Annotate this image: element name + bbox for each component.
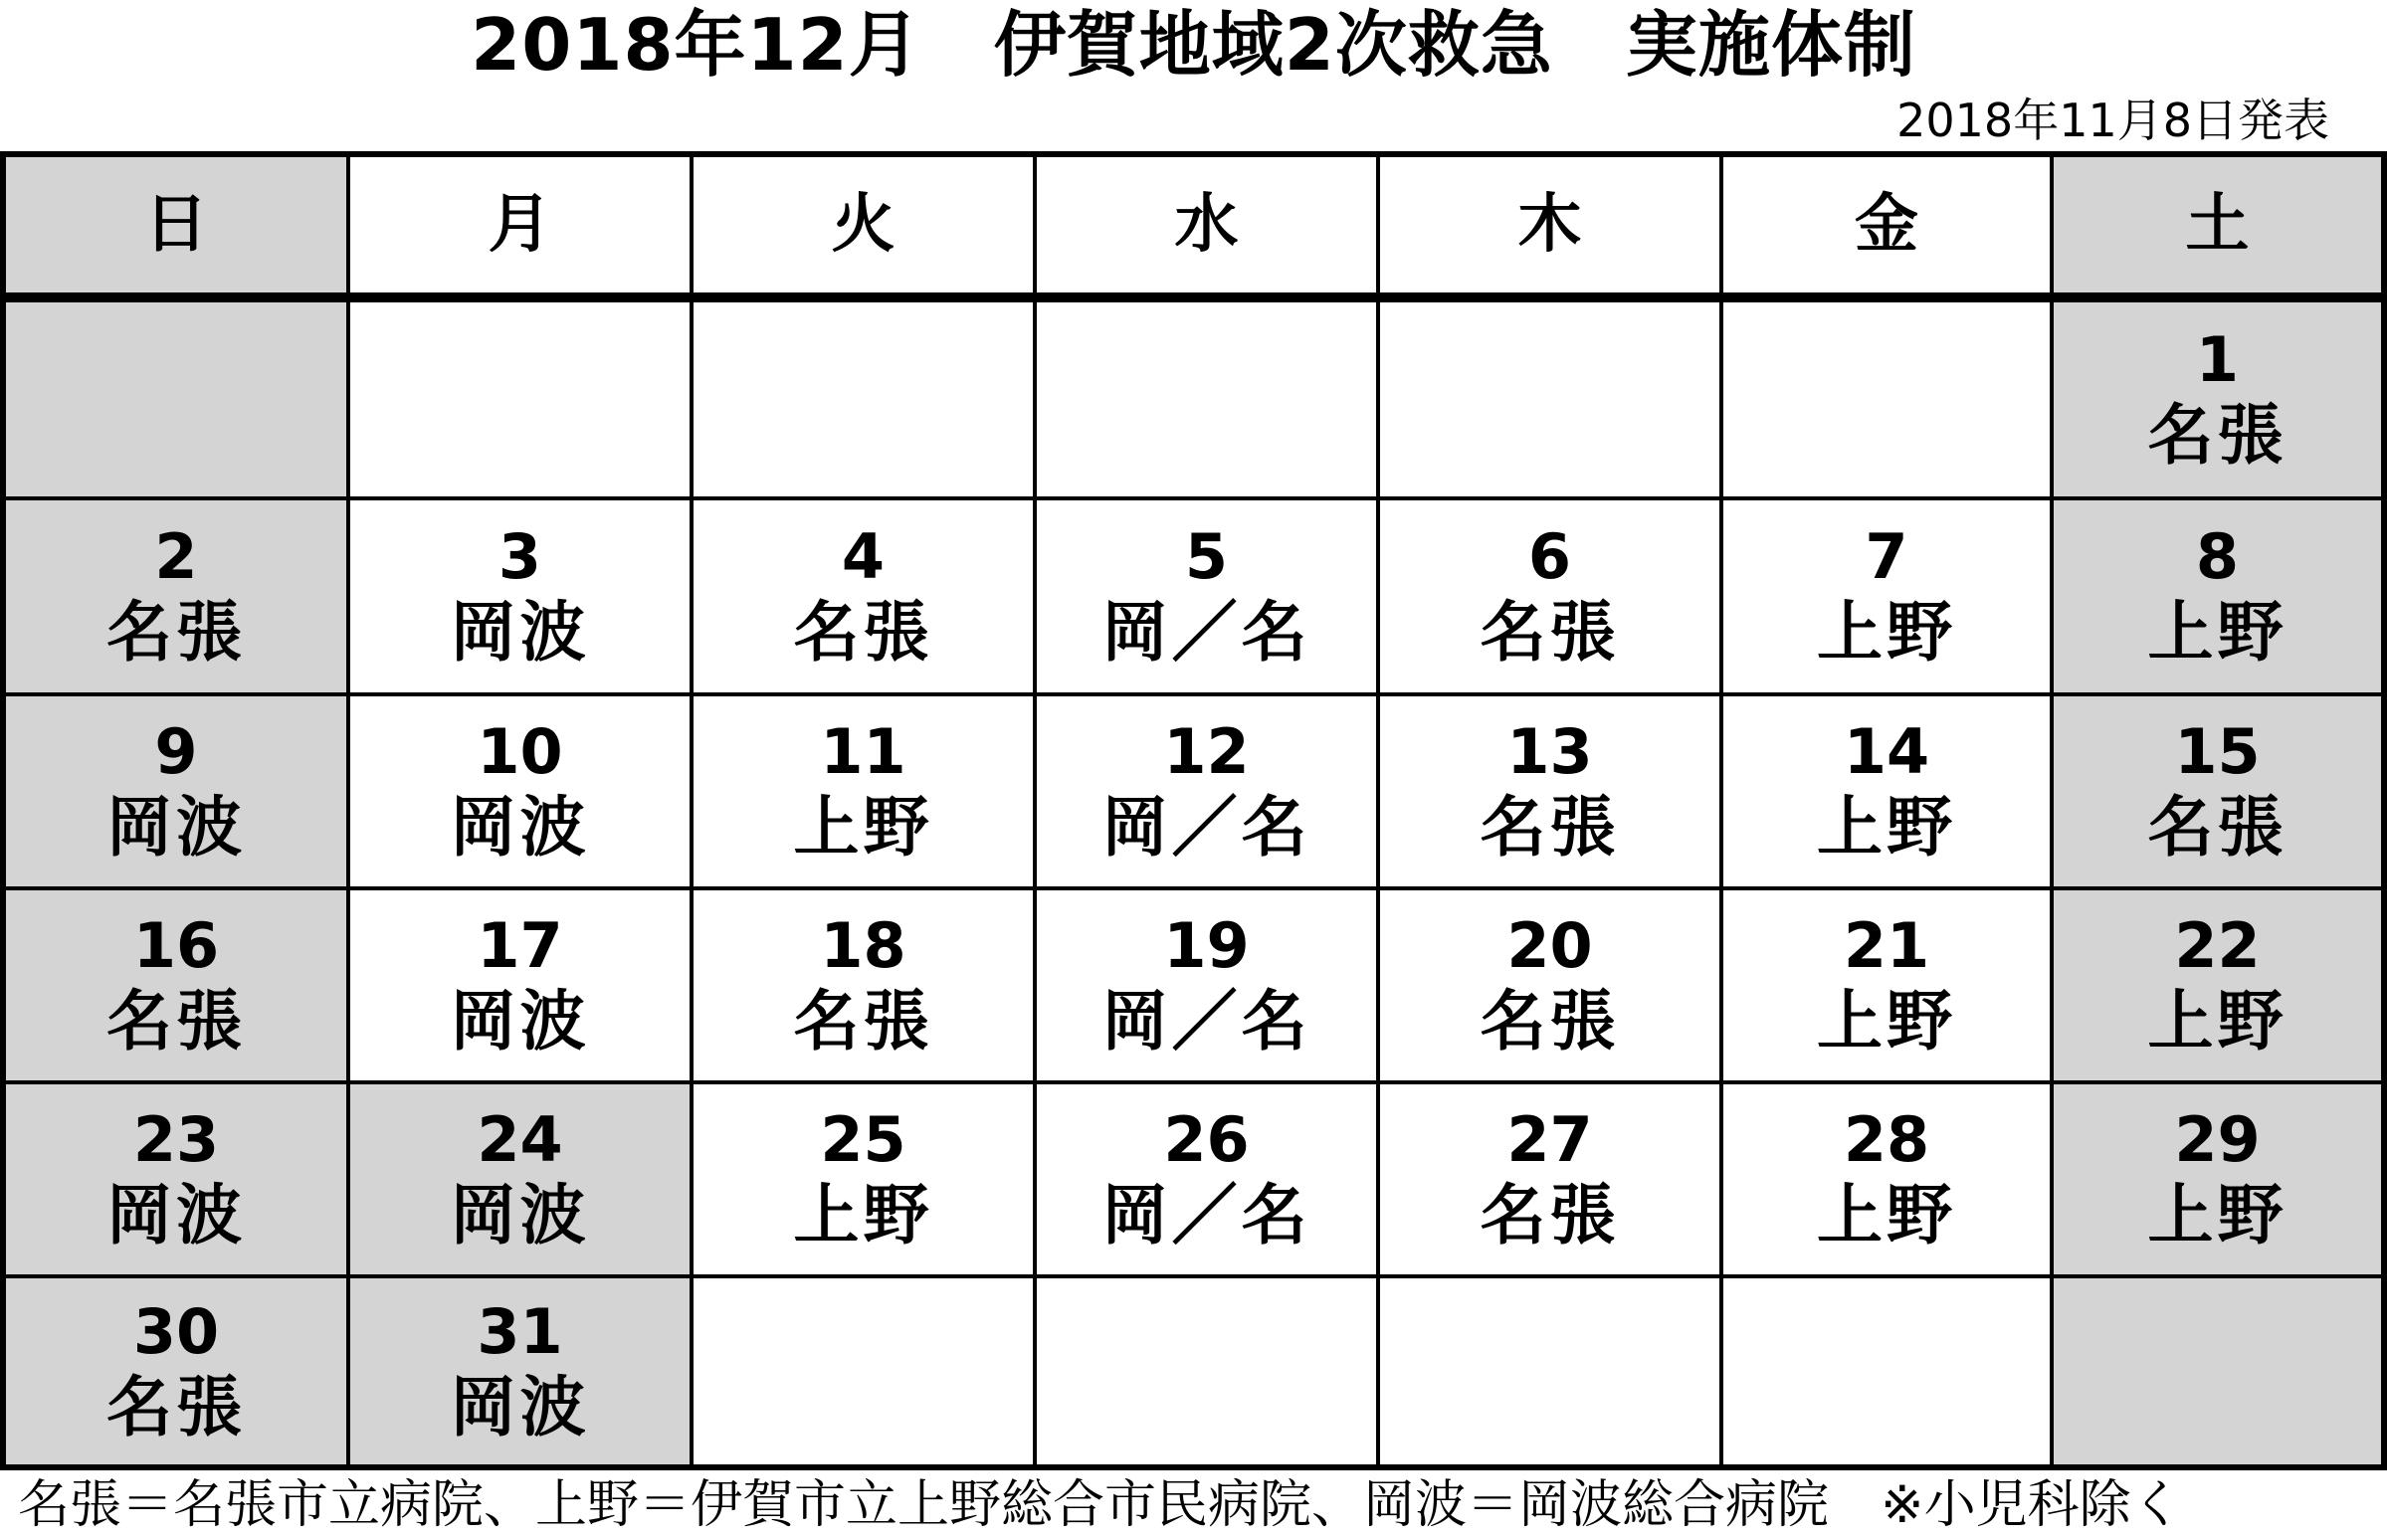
calendar-day-cell [2054, 1084, 2381, 1274]
weekday-header [1037, 157, 1376, 292]
day-number: 9 [154, 714, 198, 788]
calendar-day-cell [350, 500, 690, 692]
hospital-on-duty: 名張 [1480, 593, 1620, 671]
calendar-day-cell [2054, 500, 2381, 692]
calendar-empty-cell [1037, 302, 1376, 496]
calendar-day-cell [1380, 500, 1719, 692]
calendar-empty-cell [2054, 1278, 2381, 1464]
day-number: 5 [1184, 519, 1229, 593]
calendar-day-cell [1037, 890, 1376, 1080]
day-number: 4 [841, 519, 886, 593]
day-number: 2 [154, 519, 198, 593]
calendar-day-cell [6, 696, 346, 886]
calendar-day-cell [1037, 696, 1376, 886]
weekday-label: 月 [488, 188, 552, 262]
calendar-day-cell [350, 1278, 690, 1464]
hospital-on-duty: 岡波 [450, 1368, 590, 1445]
calendar-day-cell [2054, 696, 2381, 886]
day-number: 31 [477, 1294, 563, 1368]
calendar-day-cell [6, 500, 346, 692]
calendar-grid [0, 151, 2387, 1470]
hospital-on-duty: 名張 [106, 593, 246, 671]
calendar-day-cell [1723, 696, 2050, 886]
day-number: 24 [477, 1102, 563, 1176]
day-number: 19 [1163, 908, 1250, 982]
calendar-day-cell [350, 1084, 690, 1274]
hospital-on-duty: 岡波 [450, 593, 590, 671]
day-number: 28 [1843, 1102, 1930, 1176]
hospital-on-duty: 上野 [2147, 593, 2288, 671]
calendar-empty-cell [694, 1278, 1033, 1464]
calendar-empty-cell [6, 302, 346, 496]
hospital-on-duty: 上野 [793, 1176, 933, 1253]
hospital-on-duty: 岡／名 [1101, 1176, 1311, 1253]
day-number: 7 [1865, 519, 1908, 593]
day-number: 20 [1506, 908, 1593, 982]
day-number: 1 [2195, 322, 2240, 396]
day-number: 16 [132, 908, 220, 982]
issued-date: 2018年11月8日発表 [1896, 94, 2329, 147]
hospital-on-duty: 上野 [1817, 593, 1956, 671]
weekday-label: 土 [2185, 188, 2250, 262]
weekday-header [2054, 157, 2381, 292]
calendar-empty-cell [1723, 1278, 2050, 1464]
calendar-day-cell [694, 1084, 1033, 1274]
day-number: 12 [1163, 714, 1250, 788]
weekday-header [1723, 157, 2050, 292]
day-number: 6 [1527, 519, 1572, 593]
calendar-empty-cell [1380, 1278, 1719, 1464]
legend-footnote: 名張＝名張市立病院、上野＝伊賀市立上野総合市民病院、岡波＝岡波総合病院 ※小児科除く [18, 1475, 2183, 1535]
calendar-day-cell [6, 890, 346, 1080]
hospital-on-duty: 岡波 [106, 1176, 246, 1253]
calendar-empty-cell [694, 302, 1033, 496]
day-number: 22 [2174, 908, 2261, 982]
day-number: 15 [2174, 714, 2261, 788]
calendar-day-cell [2054, 302, 2381, 496]
day-number: 18 [820, 908, 906, 982]
hospital-on-duty: 名張 [106, 1368, 246, 1445]
hospital-on-duty: 名張 [1480, 788, 1620, 866]
hospital-on-duty: 名張 [1480, 982, 1620, 1059]
hospital-on-duty: 岡波 [450, 982, 590, 1059]
hospital-on-duty: 岡波 [450, 788, 590, 866]
day-number: 13 [1506, 714, 1593, 788]
calendar-empty-cell [1037, 1278, 1376, 1464]
calendar-day-cell [1723, 890, 2050, 1080]
calendar-day-cell [1037, 1084, 1376, 1274]
hospital-on-duty: 岡／名 [1101, 982, 1311, 1059]
calendar-day-cell [6, 1084, 346, 1274]
hospital-on-duty: 名張 [793, 593, 933, 671]
day-number: 27 [1506, 1102, 1593, 1176]
calendar-day-cell [350, 890, 690, 1080]
hospital-on-duty: 上野 [1817, 982, 1956, 1059]
weekday-header [6, 157, 346, 292]
hospital-on-duty: 岡波 [106, 788, 246, 866]
day-number: 3 [497, 519, 542, 593]
calendar-day-cell [350, 696, 690, 886]
day-number: 17 [477, 908, 563, 982]
calendar-empty-cell [350, 302, 690, 496]
weekday-label: 木 [1517, 188, 1582, 262]
calendar-day-cell [1723, 1084, 2050, 1274]
hospital-on-duty: 名張 [1480, 1176, 1620, 1253]
hospital-on-duty: 名張 [2147, 396, 2288, 474]
hospital-on-duty: 名張 [106, 982, 246, 1059]
calendar-day-cell [694, 500, 1033, 692]
calendar-day-cell [1380, 1084, 1719, 1274]
hospital-on-duty: 岡波 [450, 1176, 590, 1253]
weekday-header [1380, 157, 1719, 292]
day-number: 30 [132, 1294, 220, 1368]
calendar-empty-cell [1380, 302, 1719, 496]
day-number: 8 [2195, 519, 2240, 593]
weekday-label: 水 [1174, 188, 1239, 262]
day-number: 21 [1843, 908, 1930, 982]
hospital-on-duty: 上野 [793, 788, 933, 866]
hospital-on-duty: 名張 [793, 982, 933, 1059]
calendar-day-cell [1380, 696, 1719, 886]
hospital-on-duty: 上野 [1817, 1176, 1956, 1253]
weekday-header [350, 157, 690, 292]
weekday-header [694, 157, 1033, 292]
calendar-day-cell [2054, 890, 2381, 1080]
calendar-day-cell [1037, 500, 1376, 692]
calendar-empty-cell [1723, 302, 2050, 496]
day-number: 26 [1163, 1102, 1250, 1176]
weekday-label: 日 [144, 188, 208, 262]
day-number: 10 [477, 714, 563, 788]
day-number: 23 [132, 1102, 220, 1176]
hospital-on-duty: 岡／名 [1101, 788, 1311, 866]
hospital-on-duty: 名張 [2147, 788, 2288, 866]
hospital-on-duty: 岡／名 [1101, 593, 1311, 671]
weekday-label: 火 [831, 188, 895, 262]
calendar-day-cell [694, 890, 1033, 1080]
calendar-day-cell [694, 696, 1033, 886]
day-number: 11 [820, 714, 906, 788]
calendar-day-cell [1380, 890, 1719, 1080]
hospital-on-duty: 上野 [2147, 982, 2288, 1059]
weekday-label: 金 [1855, 188, 1918, 262]
day-number: 25 [820, 1102, 906, 1176]
calendar-day-cell [1723, 500, 2050, 692]
day-number: 14 [1843, 714, 1930, 788]
calendar-day-cell [6, 1278, 346, 1464]
page-title: 2018年12月 伊賀地域2次救急 実施体制 [471, 3, 1916, 87]
hospital-on-duty: 上野 [1817, 788, 1956, 866]
hospital-on-duty: 上野 [2147, 1176, 2288, 1253]
day-number: 29 [2174, 1102, 2261, 1176]
